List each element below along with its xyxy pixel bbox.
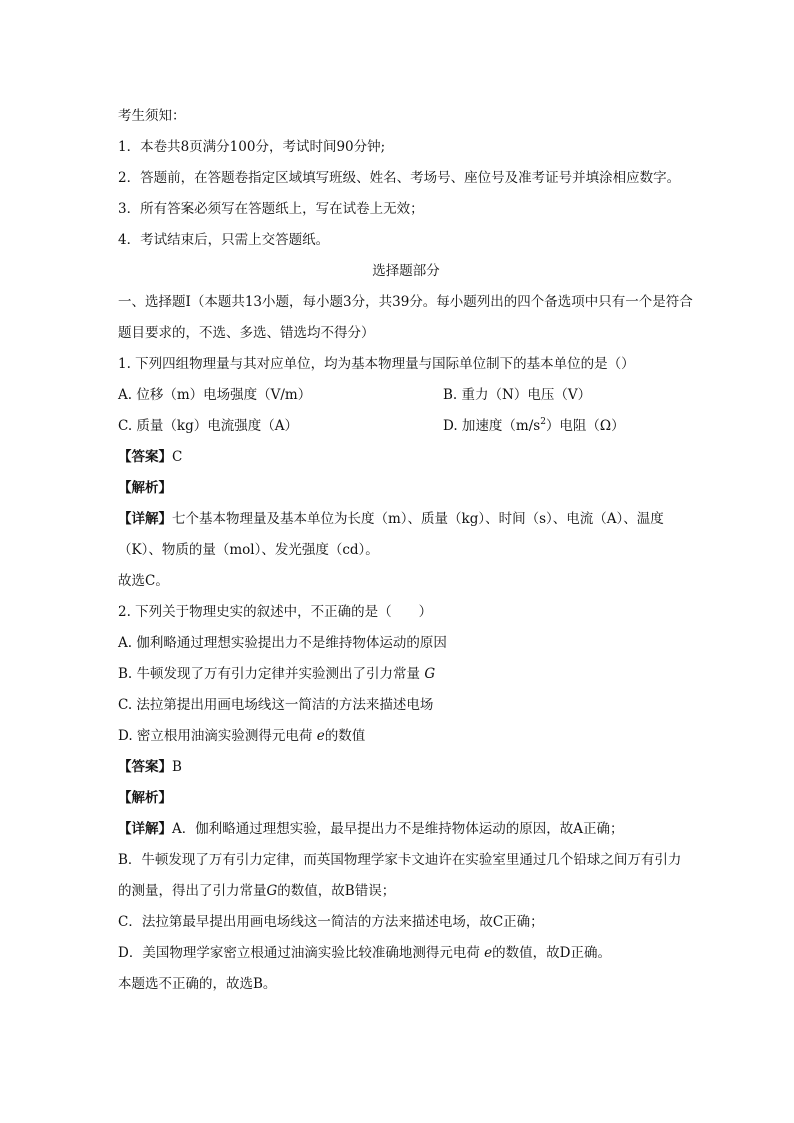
q2-option-b-text: B. 牛顿发现了万有引力定律并实验测出了引力常量: [118, 666, 421, 682]
q1-option-d-post: ）电阻（Ω）: [545, 418, 625, 434]
q2-answer-value: B: [172, 759, 182, 775]
q1-option-b: B. 重力（N）电压（V）: [443, 387, 592, 403]
q2-stem: 2. 下列关于物理史实的叙述中，不正确的是（ ）: [118, 604, 433, 620]
part-intro: 一、选择题Ⅰ（本题共13小题，每小题3分，共39分。每小题列出的四个备选项中只有一个是符合题目要求的，不选、多选、错选均不得分）: [118, 294, 693, 341]
q2-detail-b-post: 的数值，故B错误；: [277, 883, 396, 899]
notice-item-3: 3．所有答案必须写在答题纸上，写在试卷上无效；: [118, 201, 424, 217]
notice-item-1: 1．本卷共8页满分100分，考试时间90分钟;: [118, 139, 386, 155]
q2-detail-d-symbol: e: [484, 945, 493, 961]
q2-option-d: [118, 721, 694, 752]
q1-answer-tag: 【答案】: [118, 449, 172, 465]
q2-analysis-tag: 【解析】: [118, 790, 172, 806]
q2-detail-d-pre: D．美国物理学家密立根通过油滴实验比较准确地测得元电荷: [118, 945, 480, 961]
q2-detail-b-pre: B．牛顿发现了万有引力定律，而英国物理学家卡文迪许在实验室里通过几个铅球之间万有引力的测量，得出了引力常量: [118, 852, 682, 899]
notice-title: 考生须知：: [118, 108, 186, 124]
q1-options-row-2: [118, 411, 694, 442]
q1-option-a: A. 位移（m）电场强度（V/m）: [118, 387, 312, 403]
q2-detail-b: [118, 845, 694, 907]
q2-option-d-symbol: e: [316, 728, 325, 744]
q1-answer-value: C: [172, 449, 183, 465]
q1-option-d-pre: D. 加速度（m/s: [443, 418, 541, 434]
q1-detail-text: 七个基本物理量及基本单位为长度（m）、质量（kg）、时间（s）、电流（A）、温度（K）、物质的量（mol）、发光强度（cd）。: [118, 511, 664, 558]
notice-item-2: 2．答题前，在答题卷指定区域填写班级、姓名、考场号、座位号及准考证号并填涂相应数字。: [118, 170, 681, 186]
q2-answer: [118, 752, 694, 783]
q2-option-d-post: 的数值: [324, 728, 366, 744]
q2-detail-a-text: A．伽利略通过理想实验，最早提出力不是维持物体运动的原因，故A正确；: [172, 821, 624, 837]
q1-detail: [118, 504, 694, 566]
q2-option-b-symbol: G: [424, 666, 436, 682]
q2-detail-d: [118, 938, 694, 969]
q1-detail-tag: 【详解】: [118, 511, 172, 527]
q1-option-c: C. 质量（kg）电流强度（A）: [118, 418, 299, 434]
q1-option-d: [443, 411, 625, 442]
q1-stem: 1. 下列四组物理量与其对应单位，均为基本物理量与国际单位制下的基本单位的是（）: [118, 356, 635, 372]
section-title: 选择题部分: [372, 263, 440, 279]
q2-option-b: [118, 659, 694, 690]
q1-answer: [118, 442, 694, 473]
q2-conclusion: 本题选不正确的，故选B。: [118, 976, 277, 992]
q2-option-c: C. 法拉第提出用画电场线这一简洁的方法来描述电场: [118, 697, 434, 713]
q2-option-d-pre: D. 密立根用油滴实验测得元电荷: [118, 728, 313, 744]
q2-option-a: A. 伽利略通过理想实验提出力不是维持物体运动的原因: [118, 635, 447, 651]
q1-analysis-tag: 【解析】: [118, 480, 172, 496]
q2-answer-tag: 【答案】: [118, 759, 172, 775]
q2-detail-a: [118, 814, 694, 845]
q1-option-d-sup: 2: [540, 416, 546, 427]
q2-detail-b-symbol: G: [266, 883, 278, 899]
notice-item-4: 4．考试结束后，只需上交答题纸。: [118, 232, 330, 248]
q1-options-row-1: [118, 380, 694, 411]
q1-conclusion: 故选C。: [118, 573, 169, 589]
q2-detail-c: C．法拉第最早提出用画电场线这一简洁的方法来描述电场，故C正确；: [118, 914, 544, 930]
q2-detail-d-post: 的数值，故D正确。: [492, 945, 611, 961]
q2-detail-tag: 【详解】: [118, 821, 172, 837]
